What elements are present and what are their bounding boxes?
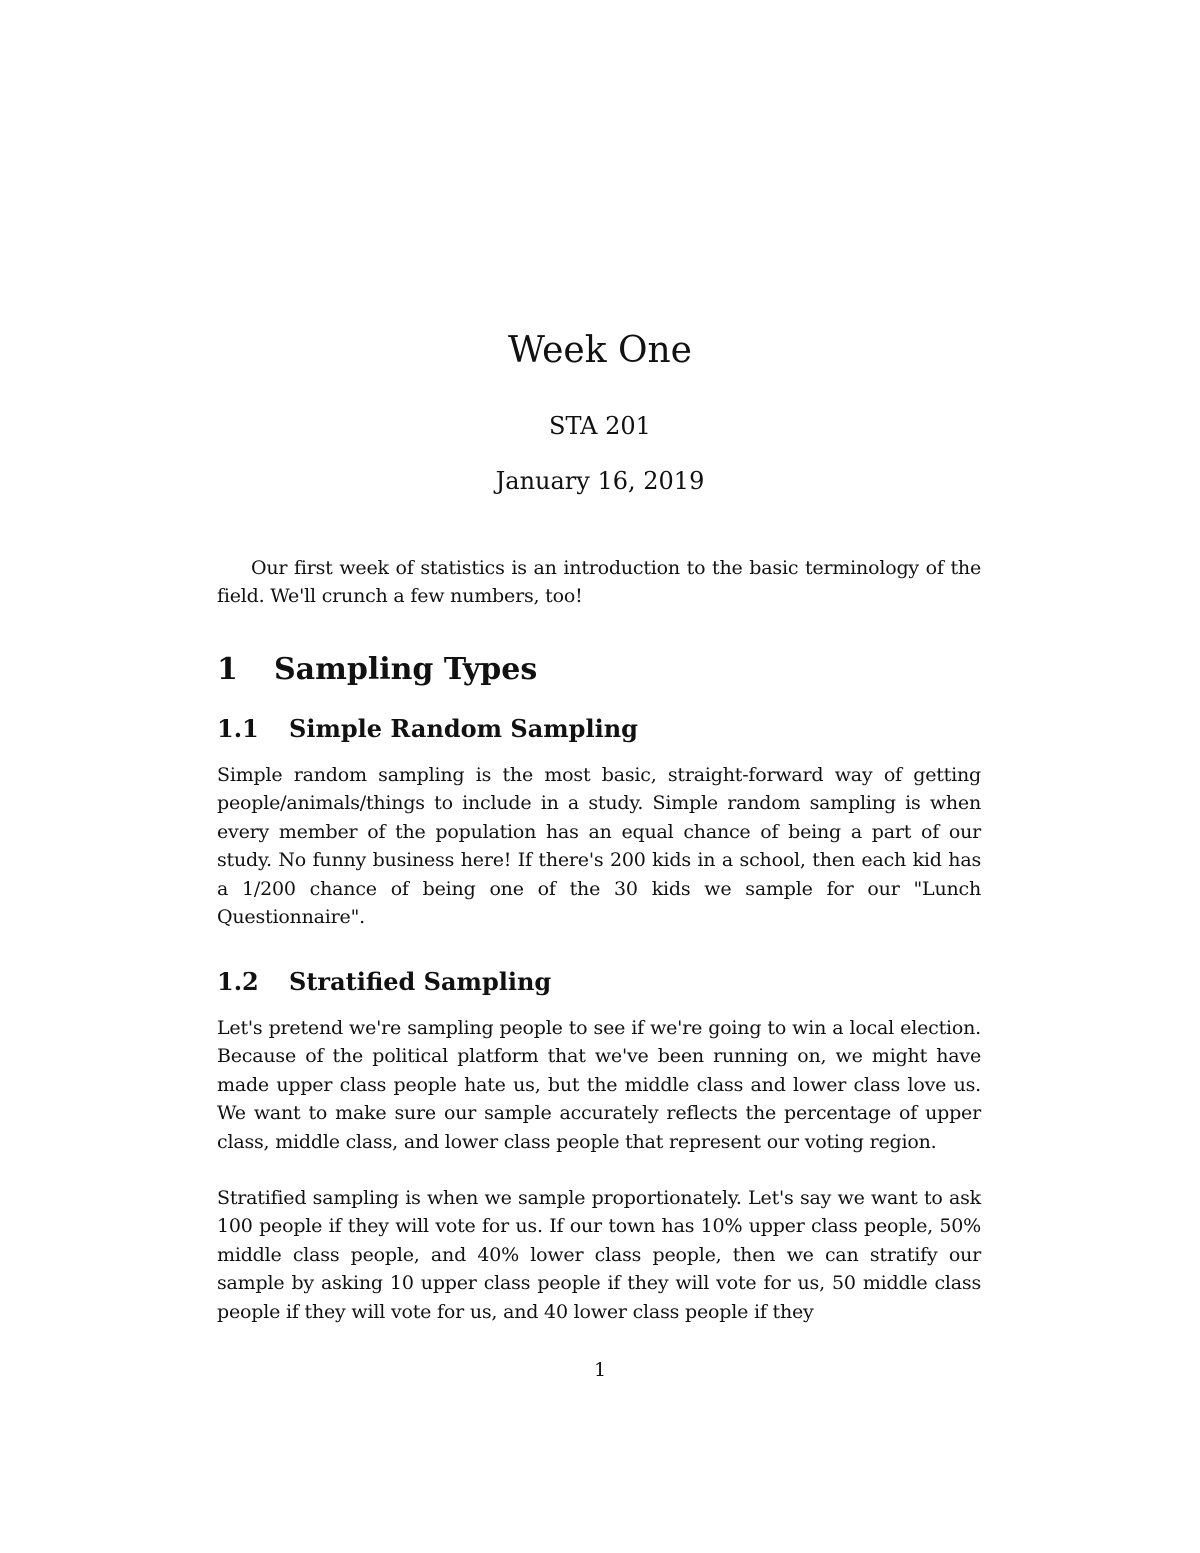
subsection-number: 1.1 <box>217 714 259 743</box>
section-heading-sampling-types <box>217 650 537 690</box>
subsection-heading-simple-random-sampling <box>217 713 638 745</box>
page-number: 1 <box>593 1359 607 1381</box>
subsection-number: 1.2 <box>217 967 259 996</box>
document-date: January 16, 2019 <box>495 467 705 495</box>
course-code: STA 201 <box>549 412 651 440</box>
subsection-heading-stratified-sampling <box>217 966 551 998</box>
section-title: Sampling Types <box>274 652 538 687</box>
stratified-sampling-paragraph-2: Stratified sampling is when we sample proportionately. Let's say we want to ask 100 people if they will vote for us. If our town has 10% upper class people, 50% middle class people, and 40% lower class people, then we can stratify our sample by asking 10 upper class people if they will vote for us, 50 middle class people if they will vote for us, and 40 lower class people if they <box>217 1187 981 1323</box>
stratified-sampling-paragraph-1: Let's pretend we're sampling people to see if we're going to win a local election. Because of the political platform that we've been running on, we might have made upper class people hate us, but the middle class and lower class love us. We want to make sure our sample accurately reflects the percentage of upper class, middle class, and lower class people that represent our voting region. <box>217 1017 981 1153</box>
section-number: 1 <box>217 652 238 687</box>
abstract-paragraph: Our first week of statistics is an introduction to the basic terminology of the field. We'll crunch a few numbers, too! <box>217 557 981 608</box>
subsection-title: Simple Random Sampling <box>289 714 638 743</box>
document-title: Week One <box>508 330 692 371</box>
simple-random-sampling-paragraph: Simple random sampling is the most basic, straight-forward way of getting people/animals/things to include in a study. Simple random sampling is when every member of the population has an equal chance of being a part of our study. No funny business here! If there's 200 kids in a school, then each kid has a 1/200 chance of being one of the 30 kids we sample for our "Lunch Questionnaire". <box>217 764 981 929</box>
subsection-title: Stratified Sampling <box>289 967 552 996</box>
